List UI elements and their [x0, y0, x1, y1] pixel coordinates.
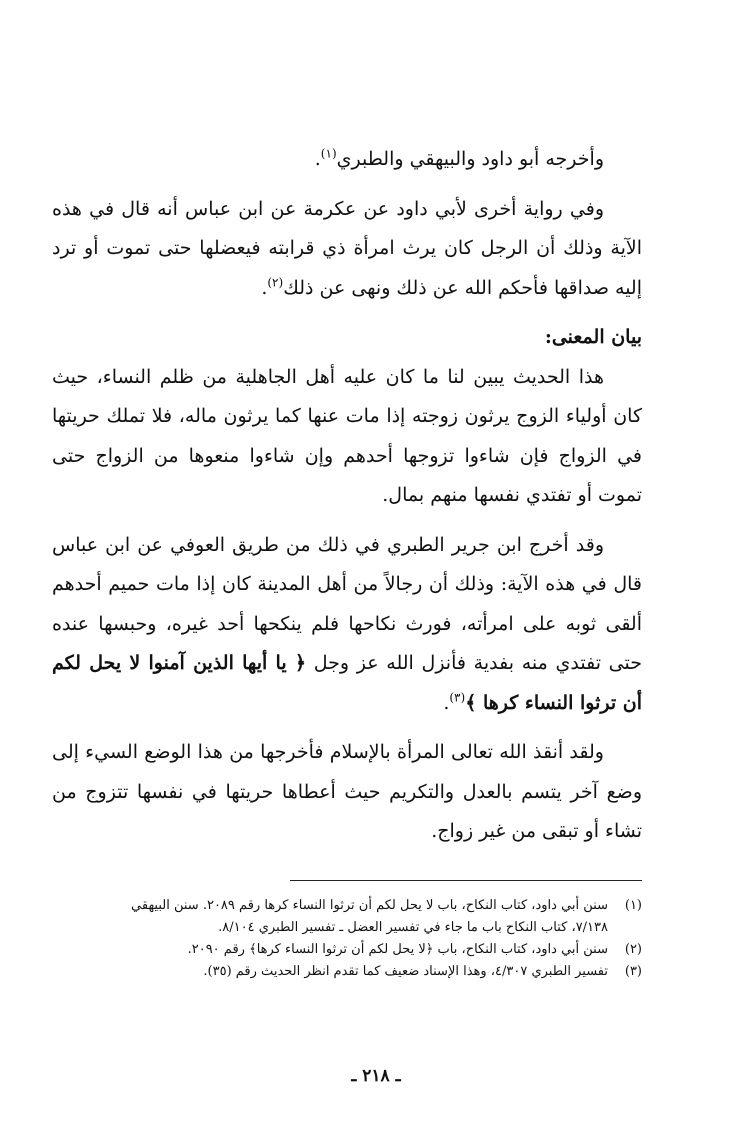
footnote-text: سنن أبي داود، كتاب النكاح، باب ﴿لا يحل لكم أن ترثوا النساء كرها﴾ رقم ٢٠٩٠. [187, 942, 608, 957]
footnote-marker-2[interactable]: (٢) [267, 275, 284, 290]
footnote-number: (٣) [624, 964, 642, 979]
paragraph-2: وفي رواية أخرى لأبي داود عن عكرمة عن ابن عباس أنه قال في هذه الآية وذلك أن الرجل كان يرث امرأة ذي قرابته فيعضلها حتى تموت أو ترد إليه صداقها فأحكم الله عن ذلك ونهى عن ذلك$^{(٢)}$. [52, 197, 643, 299]
page-number: ـ ٢١٨ ـ [351, 1066, 401, 1086]
paragraph-5: ولقد أنقذ الله تعالى المرأة بالإسلام فأخرجها من هذا الوضع السيء إلى وضع آخر يتسم بالعدل والتكريم حيث أعطاها حريتها في نفسها تتزوج من تشاء أو تبقى من غير زواج. [52, 741, 642, 842]
footnote-marker-1[interactable]: (١) [320, 146, 337, 161]
quran-verse: ﴿ يا أيها الذين آمنوا لا يحل لكم أن ترثوا النساء كرها ﴾ [52, 652, 642, 714]
footnote-divider [290, 880, 642, 881]
footnote-3 [100, 961, 642, 983]
paragraph-3: هذا الحديث يبين لنا ما كان عليه أهل الجاهلية من ظلم النساء، حيث كان أولياء الزوج يرثون زوجته إذا مات عنها كما يرثون ماله، فلا تملك حريتها في الزواج فإن شاءوا تزوجها أحدهم وإن شاءوا منعوها من الزواج حتى تموت أو تفتدي نفسها منهم بمال. [52, 365, 642, 506]
footnote-marker-3[interactable]: (٣) [449, 690, 466, 705]
footnote-2 [100, 939, 642, 961]
footnote-number: (١) [624, 898, 642, 913]
footnote-number: (٢) [624, 942, 642, 957]
footnote-text: تفسير الطبري ٤/٣٠٧، وهذا الإسناد ضعيف كما تقدم انظر الحديث رقم (٣٥). [203, 964, 608, 979]
section-heading: بيان المعنى: [544, 326, 642, 348]
footnote-1 [100, 895, 642, 939]
footnote-text: سنن أبي داود، كتاب النكاح، باب لا يحل لكم أن ترثوا النساء كرها رقم ٢٠٨٩. سنن البيهقي ٧/١٣٨، كتاب النكاح باب ما جاء في تفسير العضل ـ تفسير الطبري ٨/١٠٤. [131, 898, 608, 935]
paragraph-1: وأخرجه أبو داود والبيهقي والطبري$^{(١)}$. [314, 146, 604, 170]
paragraph-4: وقد أخرج ابن جرير الطبري في ذلك من طريق العوفي عن ابن عباس قال في هذه الآية: وذلك أن رجالاً من أهل المدينة كان إذا مات حميم أحدهم ألقى ثوبه على امرأته، فورث نكاحها فلم ينكحها أحد غيره، وحبسها عنده حتى تفتدي منه بفدية فأنزل الله عز وجل ﴿ يا أيها الذين آمنوا لا يحل لكم أن ترثوا النساء كرها ﴾$^{(٣)}$. [52, 533, 642, 714]
footnotes [100, 895, 642, 983]
main-text [52, 140, 642, 852]
